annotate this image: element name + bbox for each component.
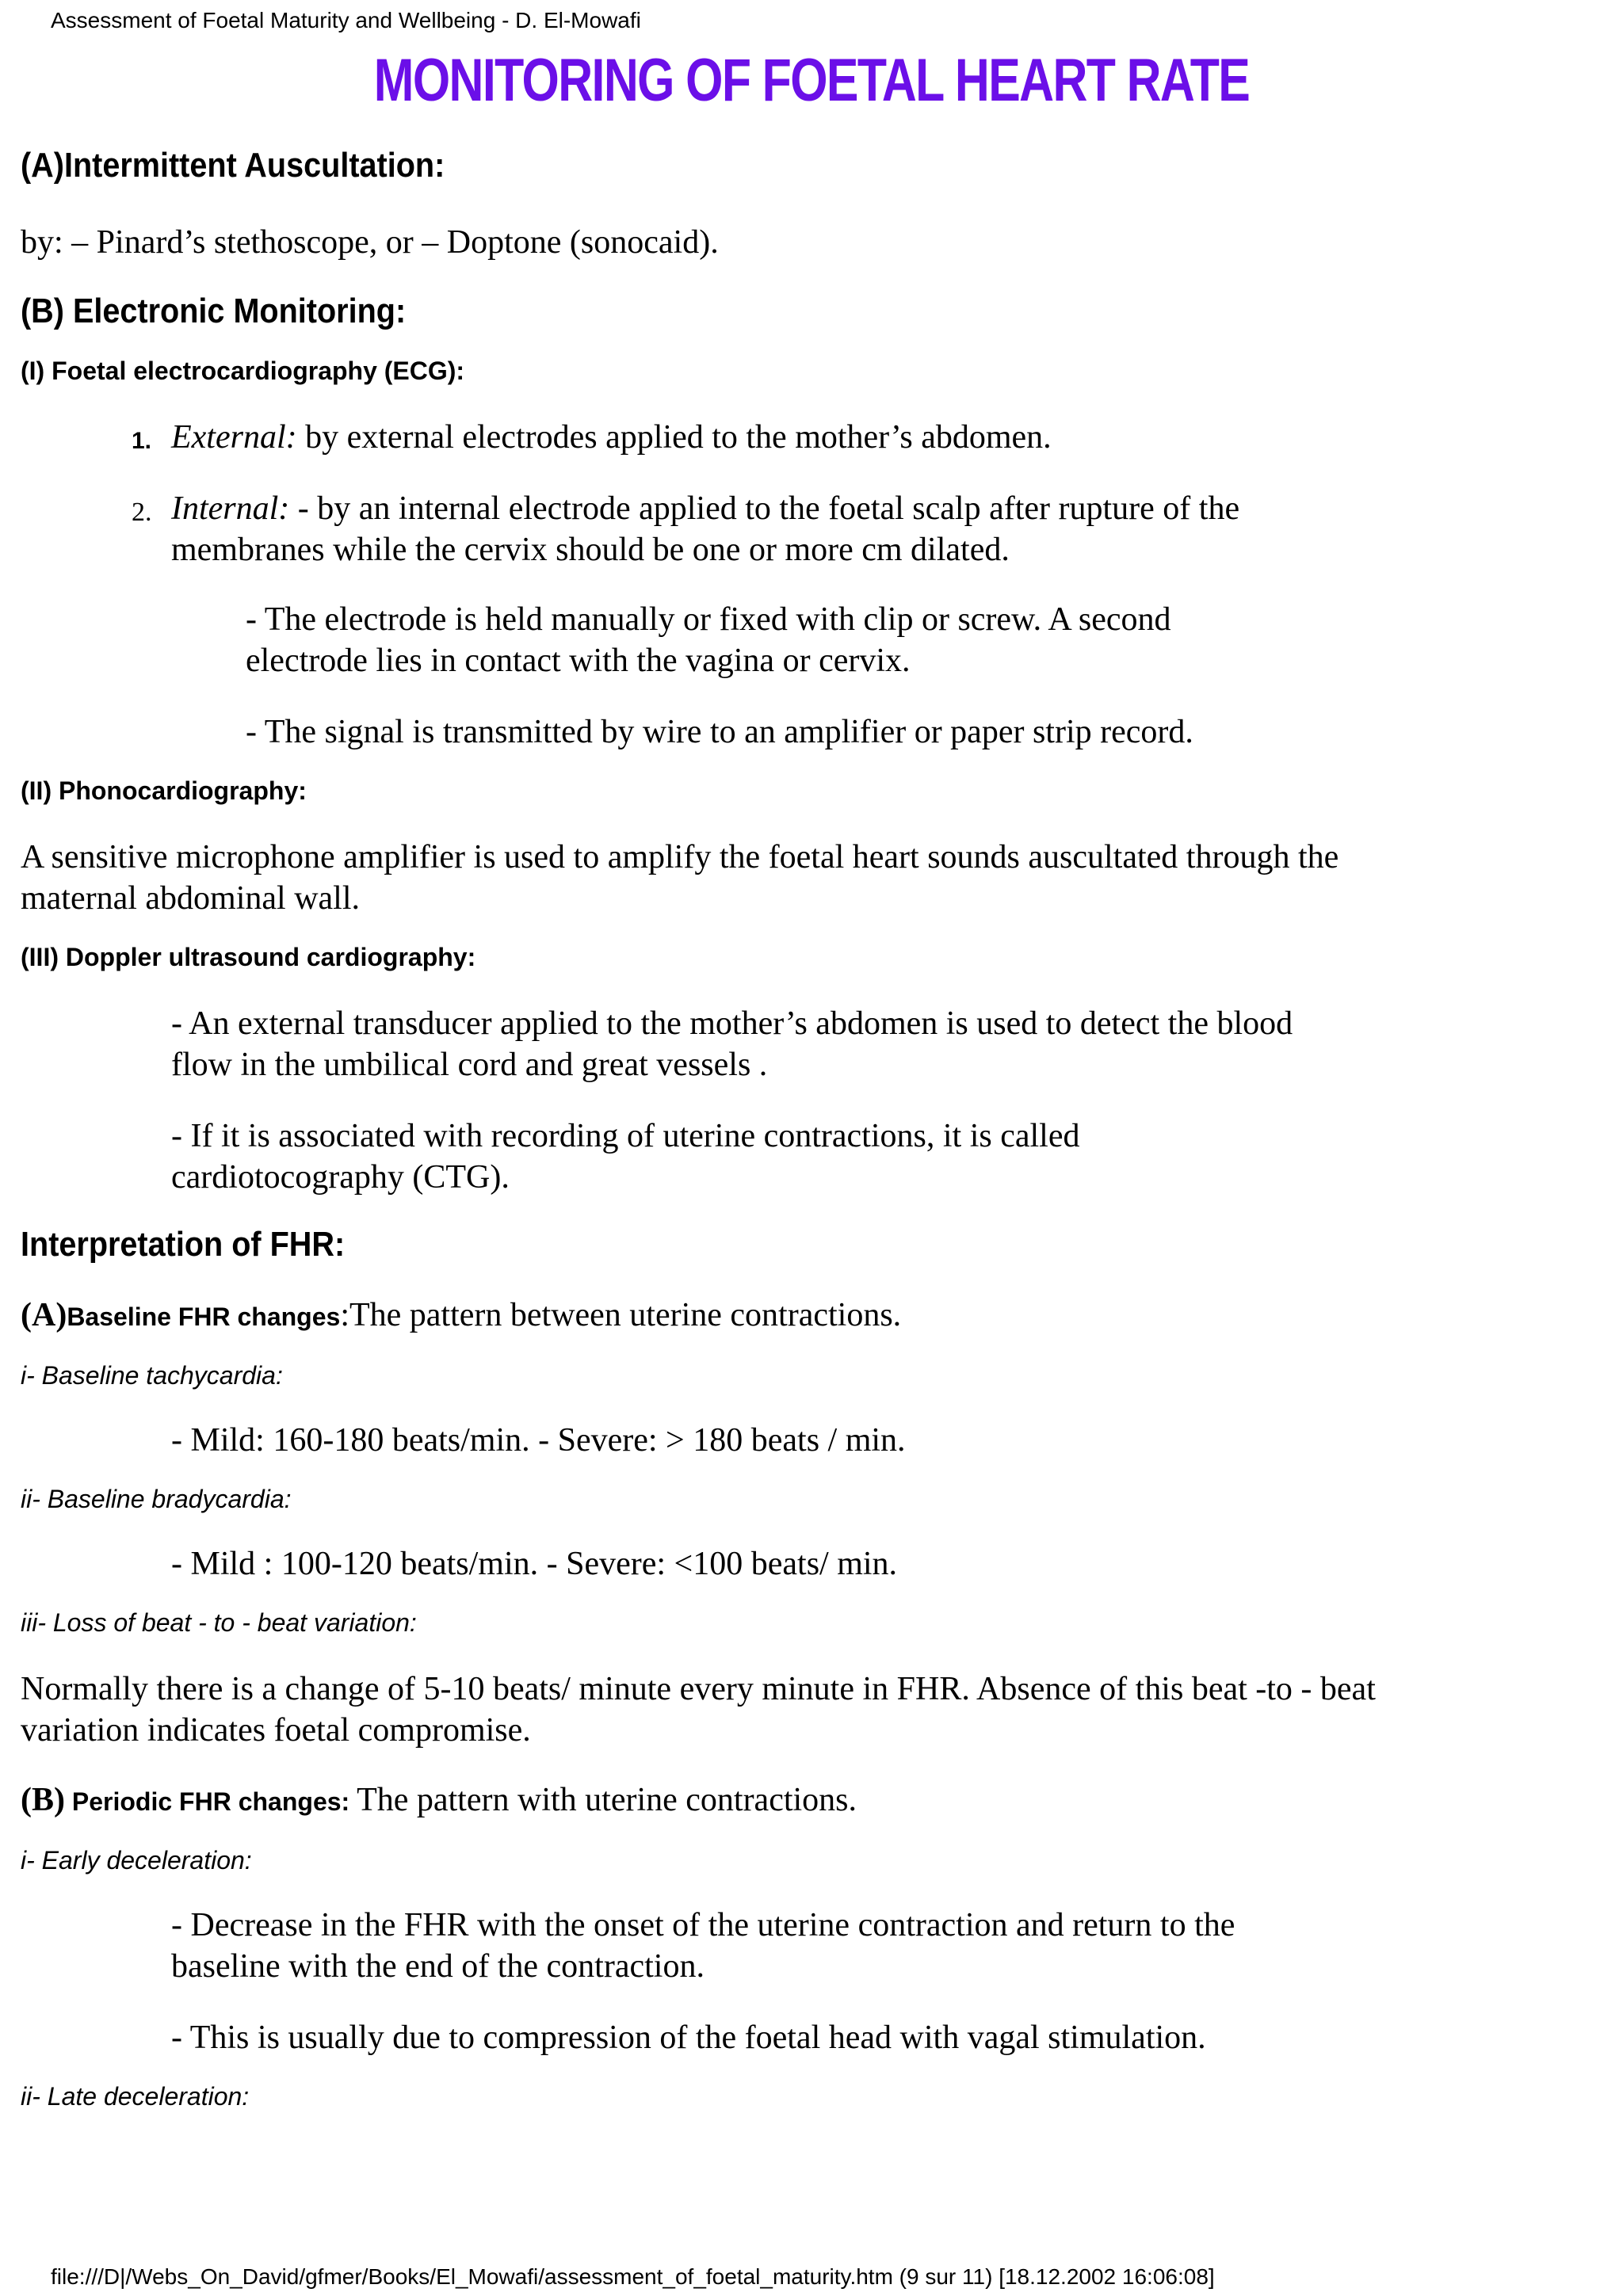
periodic-changes-line — [21, 1779, 857, 1822]
doppler-p2-line1: - If it is associated with recording of uterine contractions, it is called — [171, 1118, 1080, 1154]
heading-early-deceleration: i- Early deceleration: — [21, 1846, 252, 1875]
signal-transmitted: - The signal is transmitted by wire to an amplifier or paper strip record. — [246, 714, 1193, 750]
baseline-label-c: :The pattern between uterine contractions. — [340, 1297, 902, 1333]
heading-foetal-ecg: (I) Foetal electrocardiography (ECG): — [21, 357, 465, 385]
list-number-2: 2. — [132, 498, 152, 527]
electrode-held-line1: - The electrode is held manually or fixed with clip or screw. A second — [246, 601, 1171, 638]
periodic-label-b: Periodic FHR changes — [65, 1787, 342, 1816]
heading-phonocardiography: (II) Phonocardiography: — [21, 776, 307, 805]
doppler-p1-line1: - An external transducer applied to the mother’s abdomen is used to detect the blood — [171, 1005, 1293, 1042]
heading-loss-of-variation: iii- Loss of beat - to - beat variation: — [21, 1608, 417, 1637]
loss-line2: variation indicates foetal compromise. — [21, 1712, 531, 1749]
baseline-label-b: Baseline FHR changes — [67, 1302, 341, 1331]
internal-text-line2: membranes while the cervix should be one or more cm dilated. — [171, 532, 1010, 568]
baseline-changes-line — [21, 1295, 901, 1337]
external-text: by external electrodes applied to the mother’s abdomen. — [296, 419, 1052, 456]
heading-electronic-monitoring: (B) Electronic Monitoring: — [21, 292, 407, 330]
heading-doppler: (III) Doppler ultrasound cardiography: — [21, 943, 476, 971]
electrode-held-line2: electrode lies in contact with the vagina or cervix. — [246, 643, 911, 679]
ecg-internal-item — [171, 488, 1239, 529]
bradycardia-text: - Mild : 100-120 beats/min. - Severe: <100 beats/ min. — [171, 1546, 898, 1582]
internal-label: Internal: — [171, 490, 290, 527]
page-footer-url: file:///D|/Webs_On_David/gfmer/Books/El_Mowafi/assessment_of_foetal_maturity.htm (9 sur 11) [18.12.2002 16:06:08] — [51, 2264, 1215, 2289]
internal-text-line1: - by an internal electrode applied to the foetal scalp after rupture of the — [289, 490, 1240, 527]
ecg-external-item — [171, 417, 1052, 458]
early-line3: - This is usually due to compression of the foetal head with vagal stimulation. — [171, 2019, 1206, 2056]
phono-line1: A sensitive microphone amplifier is used to amplify the foetal heart sounds auscultated through the — [21, 839, 1339, 875]
heading-bradycardia: ii- Baseline bradycardia: — [21, 1485, 292, 1513]
heading-interpretation: Interpretation of FHR: — [21, 1225, 346, 1264]
list-number-1: 1. — [132, 428, 152, 454]
periodic-label-c: : — [341, 1787, 357, 1816]
phono-line2: maternal abdominal wall. — [21, 880, 361, 917]
early-line1: - Decrease in the FHR with the onset of the uterine contraction and return to the — [171, 1907, 1235, 1943]
baseline-label-a: (A) — [21, 1297, 67, 1333]
heading-tachycardia: i- Baseline tachycardia: — [21, 1361, 283, 1390]
doppler-p2-line2: cardiotocography (CTG). — [171, 1159, 510, 1196]
external-label: External: — [171, 419, 297, 456]
auscultation-text: by: – Pinard’s stethoscope, or – Doptone (sonocaid). — [21, 224, 719, 261]
running-header: Assessment of Foetal Maturity and Wellbeing - D. El-Mowafi — [51, 8, 641, 32]
page-title: MONITORING OF FOETAL HEART RATE — [373, 47, 1250, 114]
heading-late-deceleration: ii- Late deceleration: — [21, 2082, 250, 2111]
heading-intermittent-auscultation: (A)Intermittent Auscultation: — [21, 146, 445, 185]
periodic-label-d: The pattern with uterine contractions. — [357, 1782, 857, 1818]
early-line2: baseline with the end of the contraction. — [171, 1948, 705, 1985]
periodic-label-a: (B) — [21, 1782, 65, 1818]
loss-line1: Normally there is a change of 5-10 beats/ minute every minute in FHR. Absence of this beat -to - beat — [21, 1671, 1376, 1707]
tachycardia-text: - Mild: 160-180 beats/min. - Severe: > 180 beats / min. — [171, 1422, 906, 1459]
doppler-p1-line2: flow in the umbilical cord and great vessels . — [171, 1047, 768, 1083]
